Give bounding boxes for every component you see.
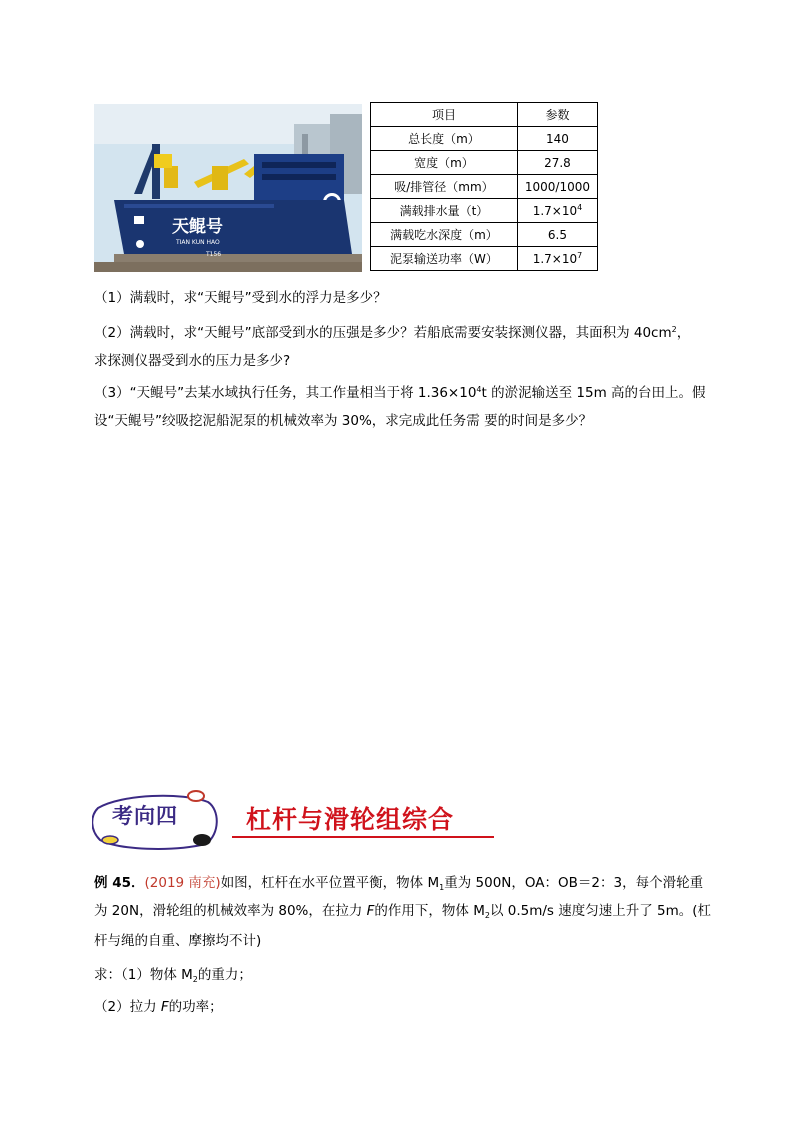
ship-photo <box>94 104 362 272</box>
example-text: 重为 500N，OA：OB＝2：3，每个滑轮重 <box>444 875 704 891</box>
question-3-line-1 <box>94 380 714 406</box>
question-3-line-2: 设“天鲲号”绞吸挖泥船泥泵的机械效率为 30%，求完成此任务需 要的时间是多少？ <box>94 413 593 429</box>
ship-name-text: 天鲲号 <box>172 217 223 237</box>
example-label: 例 45． <box>94 875 145 891</box>
ask-text: 的重力； <box>197 967 252 983</box>
example-ask-2 <box>94 994 714 1020</box>
subscript: 1 <box>439 883 445 892</box>
force-symbol: F <box>160 999 169 1015</box>
row-item: 满载排水量（t） <box>371 199 518 223</box>
row-value <box>517 247 597 271</box>
row-value: 1000/1000 <box>517 175 597 199</box>
ship-roman-text: TIAN KUN HAO <box>176 239 220 246</box>
force-symbol: F <box>366 903 375 919</box>
ask-text: 求：（1）物体 M <box>94 967 193 983</box>
example-line-2 <box>94 898 714 924</box>
example-text: 的作用下，物体 M <box>374 903 485 919</box>
section-title-underline <box>232 836 494 838</box>
q3-text-a: （3）“天鲲号”去某水域执行任务，其工作量相当于将 1.36×10 <box>94 385 477 401</box>
header-item: 项目 <box>371 103 518 127</box>
table-row <box>371 199 598 223</box>
example-text: 如图，杠杆在水平位置平衡，物体 M <box>220 875 440 891</box>
example-line-3: 杆与绳的自重、摩擦均不计) <box>94 933 262 949</box>
value-base: 1.7×10 <box>532 251 578 266</box>
table-row <box>371 223 598 247</box>
table-row <box>371 127 598 151</box>
row-item: 吸/排管径（mm） <box>371 175 518 199</box>
q3-exponent: 4 <box>476 385 482 394</box>
q3-text-b: t 的淤泥输送至 15m 高的台田上。假 <box>481 385 706 401</box>
header-value: 参数 <box>517 103 597 127</box>
example-source: (2019 南充) <box>144 875 221 891</box>
section-title: 杠杆与滑轮组综合 <box>246 805 455 834</box>
table-row <box>371 151 598 175</box>
table-row <box>371 247 598 271</box>
ask-text: 的功率； <box>168 999 223 1015</box>
row-item: 满载吃水深度（m） <box>371 223 518 247</box>
parameters-table <box>370 102 598 271</box>
value-exponent: 7 <box>577 250 583 260</box>
question-2-line-1 <box>94 320 714 346</box>
row-item: 总长度（m） <box>371 127 518 151</box>
ask-text: （2）拉力 <box>94 999 161 1015</box>
example-ask-1 <box>94 962 714 988</box>
subscript: 2 <box>484 911 490 920</box>
row-item: 宽度（m） <box>371 151 518 175</box>
example-text: 为 20N，滑轮组的机械效率为 80%，在拉力 <box>94 903 367 919</box>
example-line-1 <box>94 870 714 896</box>
example-text: 以 0.5m/s 速度匀速上升了 5m。(杠 <box>489 903 712 919</box>
table-header-row <box>371 103 598 127</box>
hull-code-text: T156 <box>206 251 222 258</box>
question-2-line-2: 求探测仪器受到水的压力是多少? <box>94 353 291 369</box>
q2-text: （2）满载时，求“天鲲号”底部受到水的压强是多少？若船底需要安装探测仪器，其面积为 40cm <box>94 325 672 341</box>
q2-end: ， <box>676 325 691 341</box>
row-item: 泥泵输送功率（W） <box>371 247 518 271</box>
question-1: （1）满载时，求“天鲲号”受到水的浮力是多少？ <box>94 290 387 306</box>
value-base: 1.7×10 <box>532 203 578 218</box>
table-row <box>371 175 598 199</box>
q2-exponent: 2 <box>671 325 677 334</box>
section-badge: 考向四 <box>112 803 178 828</box>
row-value: 140 <box>517 127 597 151</box>
row-value: 27.8 <box>517 151 597 175</box>
subscript: 2 <box>192 975 198 984</box>
row-value: 6.5 <box>517 223 597 247</box>
value-exponent: 4 <box>577 202 583 212</box>
row-value <box>517 199 597 223</box>
